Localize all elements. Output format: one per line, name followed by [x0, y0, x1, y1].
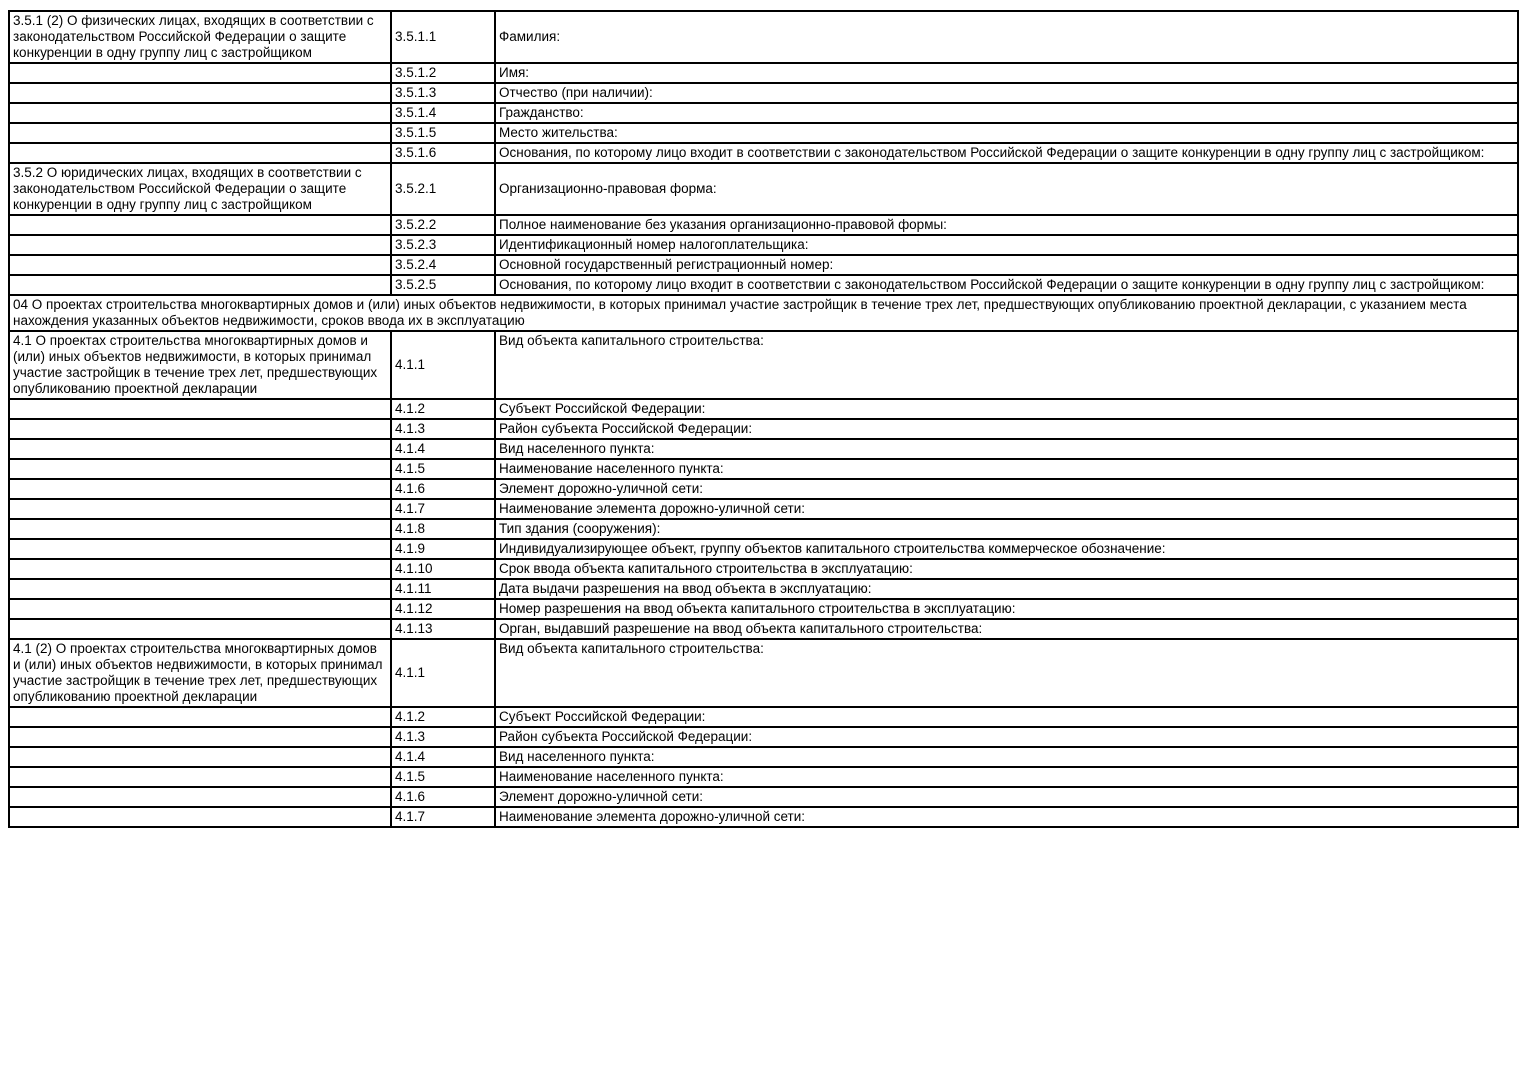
group-title-cell: 4.1 (2) О проектах строительства многоквартирных домов и (или) иных объектов недвижимости, в которых принимал участие застройщик в течение трех лет, предшествующих опубликованию проектной декларации [9, 639, 391, 707]
table-row [9, 123, 1518, 143]
field-label: Орган, выдавший разрешение на ввод объекта капитального строительства: [499, 621, 983, 636]
field-label: Основания, по которому лицо входит в соответствии с законодательством Российской Федерации о защите конкуренции в одну группу лиц с застройщиком: [499, 145, 1485, 160]
group-title-cell [9, 499, 391, 519]
field-cell [495, 419, 1518, 439]
table-row [9, 419, 1518, 439]
field-cell [495, 163, 1518, 215]
field-label: Основания, по которому лицо входит в соответствии с законодательством Российской Федерации о защите конкуренции в одну группу лиц с застройщиком: [499, 277, 1485, 292]
table-row [9, 747, 1518, 767]
group-title-cell: 4.1 О проектах строительства многоквартирных домов и (или) иных объектов недвижимости, в которых принимал участие застройщик в течение трех лет, предшествующих опубликованию проектной декларации [9, 331, 391, 399]
project-declaration-table [8, 10, 1519, 828]
group-title-cell [9, 559, 391, 579]
field-cell [495, 83, 1518, 103]
item-number-cell: 4.1.10 [391, 559, 495, 579]
field-cell [495, 103, 1518, 123]
group-title-cell [9, 787, 391, 807]
group-title-cell [9, 579, 391, 599]
field-cell [495, 123, 1518, 143]
table-row [9, 103, 1518, 123]
field-label: Вид населенного пункта: [499, 749, 655, 764]
group-title-cell [9, 83, 391, 103]
field-label: Вид объекта капитального строительства: [499, 333, 764, 348]
table-row [9, 479, 1518, 499]
table-row [9, 559, 1518, 579]
item-number-cell: 4.1.9 [391, 539, 495, 559]
item-number-cell: 3.5.1.3 [391, 83, 495, 103]
group-title-cell [9, 747, 391, 767]
item-number-cell: 4.1.1 [391, 331, 495, 399]
item-number-cell: 3.5.2.5 [391, 275, 495, 295]
item-number-cell: 3.5.1.1 [391, 11, 495, 63]
field-cell [495, 331, 1518, 399]
table-row [9, 459, 1518, 479]
group-title-cell [9, 123, 391, 143]
table-row [9, 399, 1518, 419]
group-title-cell [9, 707, 391, 727]
field-cell [495, 747, 1518, 767]
table-row [9, 63, 1518, 83]
item-number-cell: 4.1.1 [391, 639, 495, 707]
table-row [9, 727, 1518, 747]
field-label: Наименование населенного пункта: [499, 769, 724, 784]
field-label: Субъект Российской Федерации: [499, 401, 706, 416]
table-row [9, 331, 1518, 399]
field-label: Наименование населенного пункта: [499, 461, 724, 476]
group-title-cell: 3.5.1 (2) О физических лицах, входящих в соответствии с законодательством Российской Федерации о защите конкуренции в одну группу лиц с застройщиком [9, 11, 391, 63]
field-cell [495, 639, 1518, 707]
group-title-cell [9, 807, 391, 827]
field-cell [495, 255, 1518, 275]
field-cell [495, 63, 1518, 83]
field-cell [495, 459, 1518, 479]
field-cell [495, 707, 1518, 727]
table-row [9, 599, 1518, 619]
group-title-cell: 3.5.2 О юридических лицах, входящих в соответствии с законодательством Российской Федерации о защите конкуренции в одну группу лиц с застройщиком [9, 163, 391, 215]
field-label: Наименование элемента дорожно-уличной сети: [499, 809, 806, 824]
item-number-cell: 4.1.6 [391, 479, 495, 499]
group-title-cell [9, 419, 391, 439]
group-title-cell [9, 439, 391, 459]
item-number-cell: 4.1.4 [391, 439, 495, 459]
item-number-cell: 4.1.3 [391, 727, 495, 747]
item-number-cell: 4.1.6 [391, 787, 495, 807]
declaration-table-body [9, 11, 1518, 827]
field-cell [495, 399, 1518, 419]
table-row [9, 767, 1518, 787]
field-label: Наименование элемента дорожно-уличной сети: [499, 501, 806, 516]
field-label: Вид объекта капитального строительства: [499, 641, 764, 656]
field-cell [495, 539, 1518, 559]
field-cell [495, 143, 1518, 163]
field-label: Субъект Российской Федерации: [499, 709, 706, 724]
group-title-cell [9, 255, 391, 275]
field-label: Фамилия: [499, 29, 561, 44]
group-title-cell [9, 63, 391, 83]
field-cell [495, 727, 1518, 747]
group-title-cell [9, 539, 391, 559]
field-label: Номер разрешения на ввод объекта капитального строительства в эксплуатацию: [499, 601, 1016, 616]
field-cell [495, 579, 1518, 599]
group-title-cell [9, 479, 391, 499]
table-row [9, 519, 1518, 539]
field-cell [495, 11, 1518, 63]
field-label: Отчество (при наличии): [499, 85, 653, 100]
item-number-cell: 4.1.8 [391, 519, 495, 539]
item-number-cell: 4.1.5 [391, 767, 495, 787]
field-label: Организационно-правовая форма: [499, 181, 717, 196]
section-header-row [9, 295, 1518, 331]
item-number-cell: 4.1.3 [391, 419, 495, 439]
table-row [9, 639, 1518, 707]
table-row [9, 275, 1518, 295]
field-cell [495, 275, 1518, 295]
group-title-cell [9, 727, 391, 747]
item-number-cell: 3.5.1.6 [391, 143, 495, 163]
field-cell [495, 767, 1518, 787]
item-number-cell: 3.5.2.4 [391, 255, 495, 275]
field-label: Вид населенного пункта: [499, 441, 655, 456]
field-label: Полное наименование без указания организационно-правовой формы: [499, 217, 947, 232]
group-title-cell [9, 215, 391, 235]
table-row [9, 11, 1518, 63]
field-cell [495, 559, 1518, 579]
item-number-cell: 3.5.1.5 [391, 123, 495, 143]
table-row [9, 83, 1518, 103]
group-title-cell [9, 459, 391, 479]
field-label: Основной государственный регистрационный номер: [499, 257, 834, 272]
item-number-cell: 4.1.5 [391, 459, 495, 479]
field-cell [495, 499, 1518, 519]
field-label: Гражданство: [499, 105, 584, 120]
table-row [9, 579, 1518, 599]
group-title-cell [9, 399, 391, 419]
field-label: Дата выдачи разрешения на ввод объекта в эксплуатацию: [499, 581, 872, 596]
field-label: Имя: [499, 65, 530, 80]
field-cell [495, 519, 1518, 539]
field-cell [495, 599, 1518, 619]
item-number-cell: 3.5.1.2 [391, 63, 495, 83]
table-row [9, 539, 1518, 559]
item-number-cell: 4.1.11 [391, 579, 495, 599]
field-cell [495, 215, 1518, 235]
table-row [9, 787, 1518, 807]
field-label: Идентификационный номер налогоплательщика: [499, 237, 809, 252]
field-label: Район субъекта Российской Федерации: [499, 729, 753, 744]
field-cell [495, 439, 1518, 459]
field-cell [495, 479, 1518, 499]
group-title-cell [9, 619, 391, 639]
table-row [9, 807, 1518, 827]
item-number-cell: 4.1.12 [391, 599, 495, 619]
field-cell [495, 787, 1518, 807]
item-number-cell: 4.1.4 [391, 747, 495, 767]
table-row [9, 163, 1518, 215]
field-label: Индивидуализирующее объект, группу объектов капитального строительства коммерческое обозначение: [499, 541, 1166, 556]
field-cell [495, 619, 1518, 639]
item-number-cell: 4.1.7 [391, 499, 495, 519]
table-row [9, 439, 1518, 459]
table-row [9, 255, 1518, 275]
field-label: Элемент дорожно-уличной сети: [499, 789, 704, 804]
table-row [9, 707, 1518, 727]
table-row [9, 499, 1518, 519]
group-title-cell [9, 143, 391, 163]
field-label: Тип здания (сооружения): [499, 521, 661, 536]
item-number-cell: 4.1.13 [391, 619, 495, 639]
group-title-cell [9, 103, 391, 123]
group-title-cell [9, 275, 391, 295]
item-number-cell: 4.1.2 [391, 399, 495, 419]
field-cell [495, 807, 1518, 827]
item-number-cell: 3.5.2.1 [391, 163, 495, 215]
group-title-cell [9, 235, 391, 255]
group-title-cell [9, 599, 391, 619]
field-label: Район субъекта Российской Федерации: [499, 421, 753, 436]
field-label: Элемент дорожно-уличной сети: [499, 481, 704, 496]
section-header-cell: 04 О проектах строительства многоквартирных домов и (или) иных объектов недвижимости, в которых принимал участие застройщик в течение трех лет, предшествующих опубликованию проектной декларации, с указанием места нахождения указанных объектов недвижимости, сроков ввода их в эксплуатацию [9, 295, 1518, 331]
table-row [9, 235, 1518, 255]
field-label: Место жительства: [499, 125, 618, 140]
group-title-cell [9, 767, 391, 787]
item-number-cell: 4.1.2 [391, 707, 495, 727]
item-number-cell: 3.5.1.4 [391, 103, 495, 123]
table-row [9, 619, 1518, 639]
item-number-cell: 4.1.7 [391, 807, 495, 827]
table-row [9, 143, 1518, 163]
table-row [9, 215, 1518, 235]
item-number-cell: 3.5.2.3 [391, 235, 495, 255]
item-number-cell: 3.5.2.2 [391, 215, 495, 235]
field-cell [495, 235, 1518, 255]
field-label: Срок ввода объекта капитального строительства в эксплуатацию: [499, 561, 913, 576]
group-title-cell [9, 519, 391, 539]
